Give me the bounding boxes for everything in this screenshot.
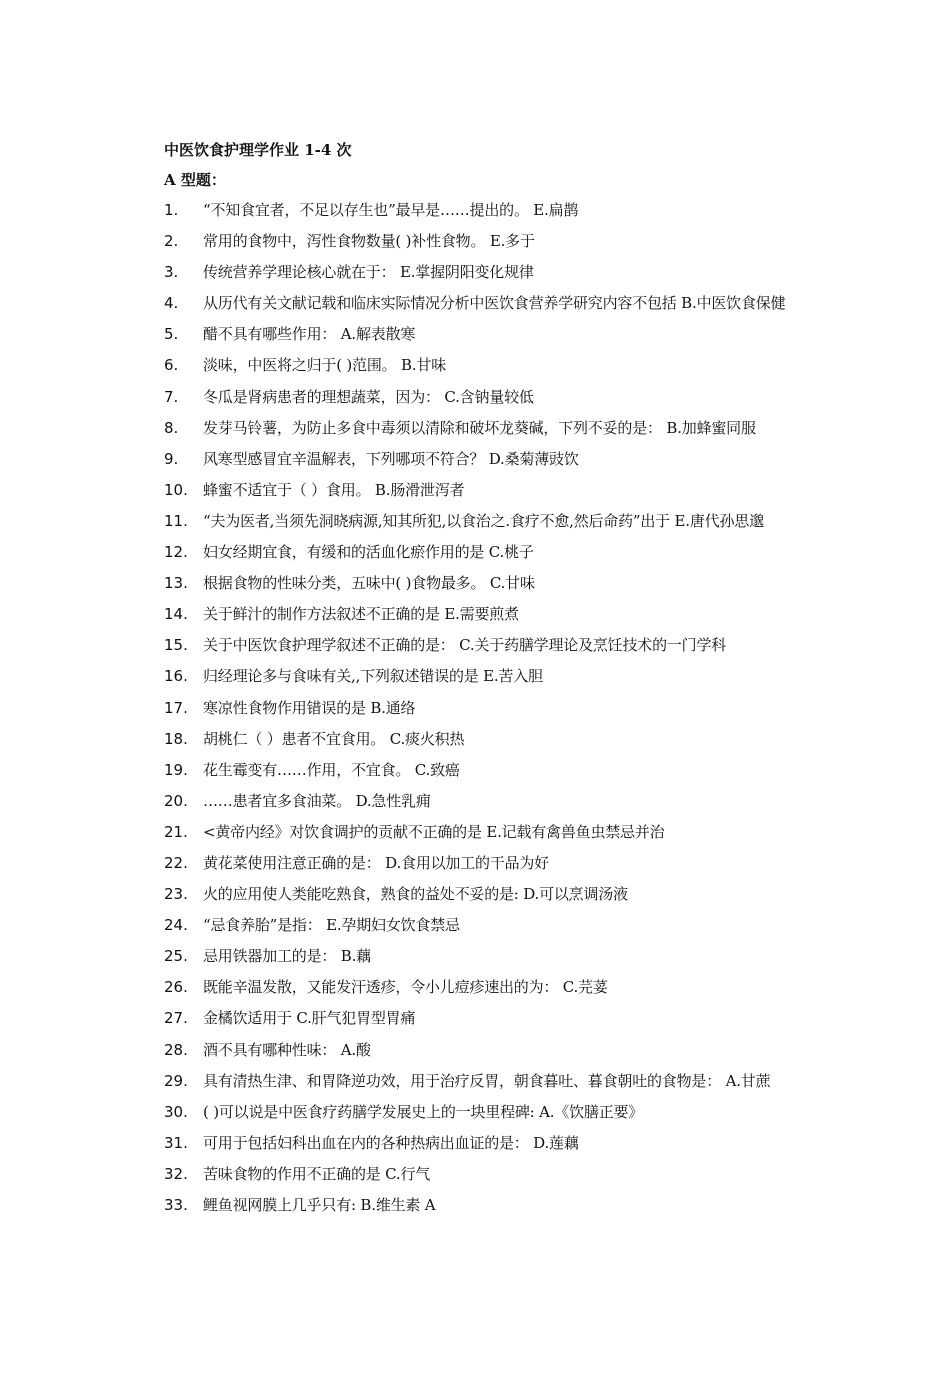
document-title: 中医饮食护理学作业 1-4 次 bbox=[164, 141, 352, 159]
question-text: “不知食宜者，不足以存生也”最早是……提出的。 E.扁鹊 bbox=[203, 201, 579, 219]
question-number: 25. bbox=[164, 947, 188, 966]
question-number: 12. bbox=[164, 543, 188, 562]
question-item bbox=[164, 1101, 864, 1132]
question-text: 关于中医饮食护理学叙述不正确的是： C.关于药膳学理论及烹饪技术的一门学科 bbox=[203, 636, 727, 655]
question-number: 15. bbox=[164, 636, 188, 655]
question-text: 胡桃仁（ ）患者不宜食用。 C.痰火积热 bbox=[203, 729, 465, 748]
question-item bbox=[164, 603, 864, 634]
question-text: ……患者宜多食油菜。 D.急性乳痈 bbox=[203, 791, 431, 810]
question-number: 9. bbox=[164, 449, 179, 468]
question-text: 忌用铁器加工的是： B.藕 bbox=[203, 947, 371, 966]
question-item bbox=[164, 572, 864, 603]
question-item bbox=[164, 1194, 864, 1225]
question-number: 11. bbox=[164, 511, 188, 530]
question-text: “夫为医者,当须先洞晓病源,知其所犯,以食治之.食疗不愈,然后命药”出于 E.唐代孙思邈 bbox=[203, 511, 764, 530]
question-item bbox=[164, 386, 864, 417]
question-text: 归经理论多与食味有关,,下列叙述错误的是 E.苦入胆 bbox=[203, 667, 543, 686]
question-text: 冬瓜是肾病患者的理想蔬菜，因为： C.含钠量较低 bbox=[203, 387, 534, 406]
question-item bbox=[164, 1039, 864, 1070]
question-text: 风寒型感冒宜辛温解表，下列哪项不符合？ D.桑菊薄豉饮 bbox=[203, 449, 579, 468]
question-number: 31. bbox=[164, 1133, 188, 1152]
question-text: 从历代有关文献记载和临床实际情况分析中医饮食营养学研究内容不包括 B.中医饮食保健 bbox=[203, 294, 786, 313]
question-item bbox=[164, 914, 864, 945]
question-text: 传统营养学理论核心就在于： E.掌握阴阳变化规律 bbox=[203, 263, 534, 282]
section-heading: A 型题： bbox=[164, 171, 226, 189]
question-item bbox=[164, 697, 864, 728]
question-text: 黄花菜使用注意正确的是： D.食用以加工的干品为好 bbox=[203, 853, 550, 872]
question-number: 10. bbox=[164, 480, 188, 499]
question-number: 16. bbox=[164, 667, 188, 686]
question-text: ( )可以说是中医食疗药膳学发展史上的一块里程碑: A.《饮膳正要》 bbox=[203, 1102, 644, 1121]
question-text: 鲤鱼视网膜上几乎只有: B.维生素 A bbox=[203, 1196, 436, 1214]
question-text: 金橘饮适用于 C.肝气犯胃型胃痛 bbox=[203, 1009, 416, 1028]
question-number: 1. bbox=[164, 201, 179, 219]
question-text: <黄帝内经》对饮食调护的贡献不正确的是 E.记载有禽兽鱼虫禁忌并治 bbox=[203, 822, 665, 841]
question-item bbox=[164, 852, 864, 883]
question-item bbox=[164, 976, 864, 1007]
question-item bbox=[164, 323, 864, 354]
question-item bbox=[164, 1163, 864, 1194]
question-text: 苦味食物的作用不正确的是 C.行气 bbox=[203, 1164, 431, 1183]
question-text: 关于鲜汁的制作方法叙述不正确的是 E.需要煎煮 bbox=[203, 605, 519, 624]
question-item bbox=[164, 199, 864, 230]
question-text: 蜂蜜不适宜于（ ）食用。 B.肠滑泄泻者 bbox=[203, 480, 465, 499]
question-text: 发芽马铃薯，为防止多食中毒须以清除和破坏龙葵碱，下列不妥的是： B.加蜂蜜同服 bbox=[203, 418, 756, 437]
question-text: 既能辛温发散，又能发汗透疹，令小儿痘疹速出的为： C.芫荽 bbox=[203, 978, 608, 997]
question-text: 可用于包括妇科出血在内的各种热病出血证的是： D.莲藕 bbox=[203, 1133, 579, 1152]
question-number: 8. bbox=[164, 418, 179, 437]
question-number: 14. bbox=[164, 605, 188, 624]
question-item bbox=[164, 510, 864, 541]
question-text: 常用的食物中，泻性食物数量( )补性食物。 E.多于 bbox=[203, 232, 535, 251]
question-item bbox=[164, 790, 864, 821]
question-text: “忌食养胎”是指： E.孕期妇女饮食禁忌 bbox=[203, 916, 460, 935]
question-item bbox=[164, 354, 864, 385]
question-number: 20. bbox=[164, 791, 188, 810]
question-item bbox=[164, 759, 864, 790]
question-item bbox=[164, 541, 864, 572]
question-number: 29. bbox=[164, 1071, 188, 1090]
question-number: 13. bbox=[164, 574, 188, 593]
question-item bbox=[164, 821, 864, 852]
question-number: 3. bbox=[164, 263, 179, 282]
question-text: 花生霉变有……作用，不宜食。 C.致癌 bbox=[203, 760, 460, 779]
question-number: 21. bbox=[164, 822, 188, 841]
question-text: 根据食物的性味分类，五味中( )食物最多。 C.甘味 bbox=[203, 574, 535, 593]
question-text: 酒不具有哪种性味： A.酸 bbox=[203, 1040, 371, 1059]
question-item bbox=[164, 728, 864, 759]
question-text: 淡味，中医将之归于( )范围。 B.甘味 bbox=[203, 356, 447, 375]
question-number: 18. bbox=[164, 729, 188, 748]
question-list bbox=[164, 199, 864, 1225]
question-item bbox=[164, 665, 864, 696]
question-item bbox=[164, 883, 864, 914]
question-number: 6. bbox=[164, 356, 179, 375]
question-number: 17. bbox=[164, 698, 188, 717]
question-number: 23. bbox=[164, 885, 188, 904]
question-number: 4. bbox=[164, 294, 179, 313]
question-item bbox=[164, 634, 864, 665]
question-number: 27. bbox=[164, 1009, 188, 1028]
question-item bbox=[164, 1070, 864, 1101]
question-item bbox=[164, 448, 864, 479]
question-item bbox=[164, 1007, 864, 1038]
question-text: 妇女经期宜食，有缓和的活血化瘀作用的是 C.桃子 bbox=[203, 543, 534, 562]
question-number: 19. bbox=[164, 760, 188, 779]
question-item bbox=[164, 261, 864, 292]
question-number: 26. bbox=[164, 978, 188, 997]
question-number: 32. bbox=[164, 1164, 188, 1183]
question-number: 30. bbox=[164, 1102, 188, 1121]
question-text: 火的应用使人类能吃熟食，熟食的益处不妥的是: D.可以烹调汤液 bbox=[203, 885, 628, 904]
question-number: 5. bbox=[164, 325, 179, 344]
question-item bbox=[164, 945, 864, 976]
question-text: 具有清热生津、和胃降逆功效，用于治疗反胃，朝食暮吐、暮食朝吐的食物是： A.甘蔗 bbox=[203, 1071, 771, 1090]
question-item bbox=[164, 230, 864, 261]
question-item bbox=[164, 1132, 864, 1163]
question-item bbox=[164, 417, 864, 448]
question-number: 7. bbox=[164, 387, 179, 406]
question-item bbox=[164, 292, 864, 323]
question-number: 28. bbox=[164, 1040, 188, 1059]
question-text: 寒凉性食物作用错误的是 B.通络 bbox=[203, 698, 416, 717]
question-number: 22. bbox=[164, 853, 188, 872]
question-number: 33. bbox=[164, 1196, 188, 1214]
question-number: 2. bbox=[164, 232, 179, 251]
question-item bbox=[164, 479, 864, 510]
question-text: 醋不具有哪些作用： A.解表散寒 bbox=[203, 325, 416, 344]
question-number: 24. bbox=[164, 916, 188, 935]
